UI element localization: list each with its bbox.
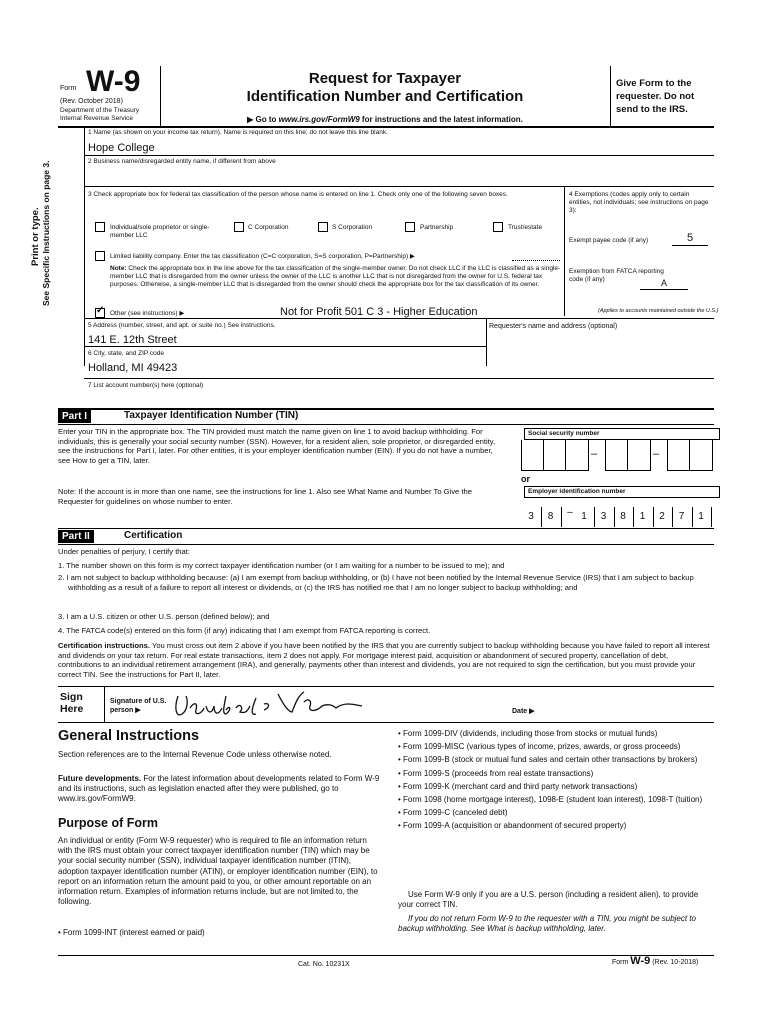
form-bullet-item: • Form 1099-S (proceeds from real estate transactions) xyxy=(398,768,594,778)
signature-label: Signature of U.S. person ▶ xyxy=(110,698,167,714)
ein-digit: 8 xyxy=(541,507,562,527)
form-1099-int-bullet: • Form 1099-INT (interest earned or paid) xyxy=(58,928,205,937)
footer-form xyxy=(612,957,698,967)
cert-instructions-bold: Certification instructions. xyxy=(58,641,150,650)
trust-estate-checkbox[interactable] xyxy=(493,222,503,232)
side-print-or-type: Print or type. xyxy=(30,207,41,266)
future-developments-bold: Future developments. xyxy=(58,774,142,783)
cert-instructions-text: You must cross out item 2 above if you have been notified by the IRS that you are currently subject to backup withholding because you have failed to report all interest and dividends on your tax return. For real estate transactions, item 2 does not apply. For mortgage interest paid, acquisition or abandonment of secured property, cancellation of debt, contributions to an individual retirement arrangement (IRA), and generally, payments other than interest and dividends, you are not required to sign the certification, but you must provide your correct TIN. See the instructions for Part II, later. xyxy=(58,641,710,679)
line1-label: 1 Name (as shown on your income tax return). Name is required on this line; do not leave this line blank. xyxy=(88,129,388,136)
signature-field[interactable] xyxy=(168,684,368,724)
other-classification-input[interactable]: Not for Profit 501 C 3 - Higher Education xyxy=(280,306,478,318)
llc-classification-input[interactable] xyxy=(512,252,560,261)
form-bullet-item: • Form 1099-B (stock or mutual fund sales and certain other transactions by brokers) xyxy=(398,755,698,765)
revision-date: (Rev. October 2018) xyxy=(60,98,123,105)
form-word: Form xyxy=(60,85,77,92)
s-corporation-checkbox[interactable] xyxy=(318,222,328,232)
cert-intro: Under penalties of perjury, I certify that: xyxy=(58,547,190,556)
line2-label: 2 Business name/disregarded entity name, if different from above xyxy=(88,158,276,165)
city-state-zip-input[interactable]: Holland, MI 49423 xyxy=(88,362,178,374)
side-instructions xyxy=(30,116,52,306)
s-corporation-label: S Corporation xyxy=(332,224,373,231)
part1-title: Taxpayer Identification Number (TIN) xyxy=(124,410,299,421)
footer-revision: (Rev. 10-2018) xyxy=(652,959,699,966)
requester-label: Requester's name and address (optional) xyxy=(489,323,618,330)
part1-note: Note: If the account is in more than one name, see the instructions for line 1. Also see What Name and Number To Give the Requester for guidelines on whose number to enter. xyxy=(58,487,472,506)
part1-text: Enter your TIN in the appropriate box. The TIN provided must match the name given on line 1 to avoid backup withholding. For individuals, this is generally your social security number (SSN). However, for a resident alien, sole proprietor, or disregarded entity, see the instructions for Part I, later. For other entities, it is your employer identification number (EIN). If you do not have a number, see How to get a TIN, later. xyxy=(58,427,496,465)
exempt-payee-input[interactable]: 5 xyxy=(672,232,708,246)
c-corporation-checkbox[interactable] xyxy=(234,222,244,232)
ssn-box-2 xyxy=(605,440,651,471)
ssn-dash-1: – xyxy=(591,448,598,460)
future-developments-text: For the latest information about developments related to Form W-9 and its instructions, such as legislation enacted after they were published, go to www.irs.gov/FormW9. xyxy=(58,774,380,804)
sign-here-label: Sign Here xyxy=(60,691,84,715)
goto-suffix: for instructions and the latest information. xyxy=(359,115,523,124)
individual-label: Individual/sole proprietor or single-member LLC xyxy=(110,224,210,239)
llc-note-text: Check the appropriate box in the line above for the tax classification of the single-member owner. Do not check LLC if the LLC is classified as a single-member LLC that is disregarded from the owner unless the owner of the LLC is another LLC that is not disregarded from the owner for U.S. federal tax purposes. Otherwise, a single-member LLC that is disregarded from the owner should check the appropriate box for the tax classification of its owner. xyxy=(110,265,561,288)
c-corporation-label: C Corporation xyxy=(248,224,289,231)
ein-digit: 2 xyxy=(652,507,673,527)
general-intro: Section references are to the Internal Revenue Code unless otherwise noted. xyxy=(58,750,332,759)
goto-prefix: ▶ Go to xyxy=(247,115,279,124)
exemptions-label: 4 Exemptions (codes apply only to certain entities, not individuals; see instructions on page 3): xyxy=(569,191,709,214)
ein-digit: 1 xyxy=(574,507,595,527)
department-label: Department of the Treasury xyxy=(60,107,140,114)
form-number: W-9 xyxy=(86,65,141,98)
footer-form-number: W-9 xyxy=(630,955,651,967)
ein-digit: 7 xyxy=(672,507,693,527)
llc-label: Limited liability company. Enter the tax classification (C=C corporation, S=S corporation, P=Partnership) ▶ xyxy=(110,253,415,260)
part2-tag: Part II xyxy=(58,530,94,543)
ein-digit: 1 xyxy=(691,507,712,527)
side-see-instructions: See Specific Instructions on page 3. xyxy=(41,160,51,306)
ein-label: Employer identification number xyxy=(524,486,720,498)
line6-label: 6 City, state, and ZIP code xyxy=(88,350,164,357)
partnership-checkbox[interactable] xyxy=(405,222,415,232)
date-input[interactable] xyxy=(545,700,710,714)
purpose-title: Purpose of Form xyxy=(58,816,159,830)
form-bullet-item: • Form 1099-K (merchant card and third party network transactions) xyxy=(398,781,638,791)
line5-label: 5 Address (number, street, and apt. or suite no.) See instructions. xyxy=(88,322,276,329)
other-label: Other (see instructions) ▶ xyxy=(110,310,185,317)
cert-item-2: 2. I am not subject to backup withholding because: (a) I am exempt from backup withholding, or (b) I have not been notified by the Internal Revenue Service (IRS) that I am subject to backup withholding as a result of a failure to report all interest or dividends, or (c) the IRS has notified me that I am no longer subject to backup withholding; and xyxy=(58,573,694,592)
part2-title: Certification xyxy=(124,530,183,541)
irs-label: Internal Revenue Service xyxy=(60,115,133,122)
fatca-input[interactable]: A xyxy=(640,278,688,290)
individual-checkbox[interactable] xyxy=(95,222,105,232)
future-developments xyxy=(58,774,380,805)
general-instructions-title: General Instructions xyxy=(58,728,200,744)
goto-url[interactable]: www.irs.gov/FormW9 xyxy=(278,115,360,124)
ssn-box-1 xyxy=(521,440,589,471)
form-bullet-item: • Form 1099-MISC (various types of income, prizes, awards, or gross proceeds) xyxy=(398,742,681,752)
trust-estate-label: Trust/estate xyxy=(508,224,543,231)
ssn-dash-2: – xyxy=(653,448,660,460)
llc-note xyxy=(110,265,562,289)
ssn-input[interactable] xyxy=(521,440,713,472)
backup-withholding-text: If you do not return Form W-9 to the requester with a TIN, you might be subject to backup withholding. See What is backup withholding, later. xyxy=(398,914,696,934)
ein-digit: 3 xyxy=(594,507,615,527)
business-name-input[interactable] xyxy=(88,168,708,182)
form-title-line2: Identification Number and Certification xyxy=(246,88,524,105)
right-bullets-list xyxy=(398,729,710,835)
ein-dash: – xyxy=(567,507,573,518)
signature-stroke xyxy=(176,692,362,715)
part1-tag: Part I xyxy=(58,410,91,423)
use-form-text: Use Form W-9 only if you are a U.S. person (including a resident alien), to provide your correct TIN. xyxy=(398,890,699,910)
line7-label: 7 List account number(s) here (optional) xyxy=(88,382,204,389)
exempt-payee-label: Exempt payee code (if any) xyxy=(569,237,649,244)
fatca-note: (Applies to accounts maintained outside the U.S.) xyxy=(598,308,719,314)
cert-item-4: 4. The FATCA code(s) entered on this form (if any) indicating that I am exempt from FATCA reporting is correct. xyxy=(58,626,431,635)
give-form-notice: Give Form to the requester. Do not send to the IRS. xyxy=(616,78,695,115)
goto-instructions xyxy=(160,115,610,125)
form-bullet-item: • Form 1099-C (canceled debt) xyxy=(398,808,508,818)
other-check-mark: ✓ xyxy=(96,305,105,316)
name-input[interactable]: Hope College xyxy=(88,142,155,154)
address-input[interactable]: 141 E. 12th Street xyxy=(88,334,177,346)
catalog-number: Cat. No. 10231X xyxy=(298,961,350,968)
cert-item-3: 3. I am a U.S. citizen or other U.S. person (defined below); and xyxy=(58,612,270,621)
ein-digit: 8 xyxy=(613,507,634,527)
ein-input[interactable] xyxy=(521,498,713,529)
cert-instructions xyxy=(58,641,712,679)
form-bullet-item: • Form 1099-DIV (dividends, including those from stocks or mutual funds) xyxy=(398,729,658,738)
ein-digit: 1 xyxy=(633,507,654,527)
footer-form-word: Form xyxy=(612,959,629,966)
requester-input[interactable] xyxy=(489,334,711,364)
line3-label: 3 Check appropriate box for federal tax classification of the person whose name is entered on line 1. Check only one of the following seven boxes. xyxy=(88,191,508,198)
cert-item-1: 1. The number shown on this form is my correct taxpayer identification number (or I am waiting for a number to be issued to me); and xyxy=(58,561,505,570)
partnership-label: Partnership xyxy=(420,224,454,231)
ssn-box-3 xyxy=(667,440,713,471)
form-bullet-item: • Form 1098 (home mortgage interest), 1098-E (student loan interest), 1098-T (tuition) xyxy=(398,795,703,805)
date-label: Date ▶ xyxy=(512,708,535,715)
or-text: or xyxy=(521,474,530,484)
ein-digit: 3 xyxy=(521,507,542,527)
account-numbers-input[interactable] xyxy=(88,392,708,404)
form-bullet-item: • Form 1099-A (acquisition or abandonment of secured property) xyxy=(398,821,627,831)
form-title-line1: Request for Taxpayer xyxy=(308,70,462,87)
llc-checkbox[interactable] xyxy=(95,251,105,261)
ssn-label: Social security number xyxy=(524,428,720,440)
purpose-text: An individual or entity (Form W-9 requester) who is required to file an information return with the IRS must obtain your correct taxpayer identification number (TIN) which may be your social security number (SSN), individual taxpayer identification number (ITIN), adoption taxpayer identification number (ATIN), or employer identification number (EIN), to report on an information return the amount paid to you, or other amount reportable on an information return. Examples of information returns include, but are not limited to, the following. xyxy=(58,836,378,907)
llc-note-bold: Note: xyxy=(110,265,127,272)
fatca-label: Exemption from FATCA reporting code (if any) xyxy=(569,268,664,283)
